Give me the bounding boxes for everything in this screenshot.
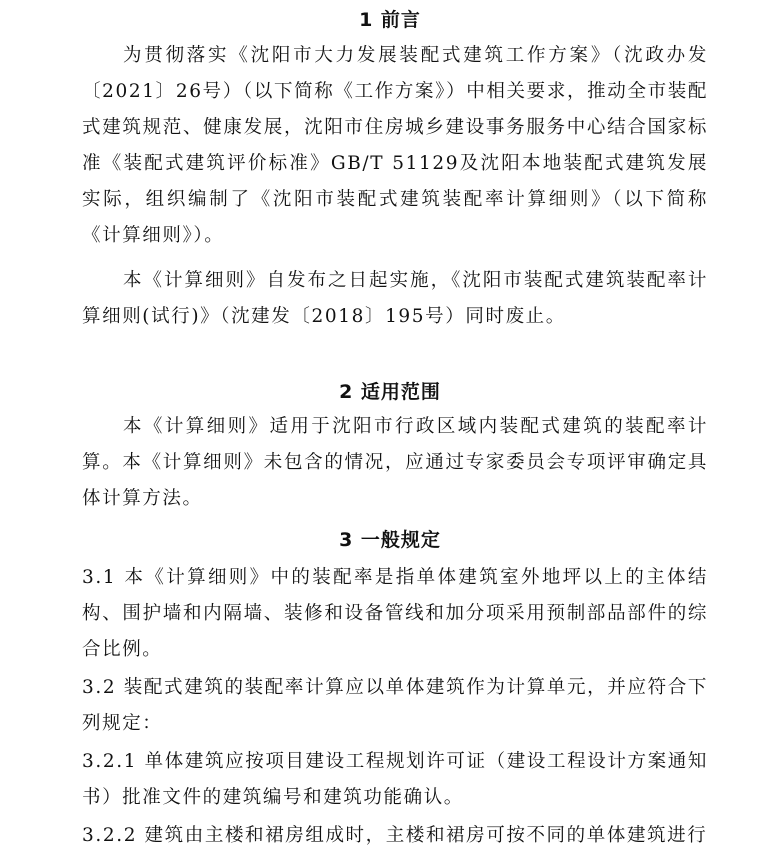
section-3-heading: 3 一般规定 (339, 529, 441, 551)
section-2-heading: 2 适用范围 (339, 381, 441, 403)
clause-3-2: 3.2 装配式建筑的装配率计算应以单体建筑作为计算单元，并应符合下列规定： (82, 677, 708, 734)
clause-3-1: 3.1 本《计算细则》中的装配率是指单体建筑室外地坪以上的主体结构、围护墙和内隔墙、装修和设备管线和加分项采用预制部品部件的综合比例。 (82, 567, 708, 660)
section-1-paragraph-2: 本《计算细则》自发布之日起实施，《沈阳市装配式建筑装配率计算细则(试行)》（沈建发〔2018〕195号）同时废止。 (82, 270, 708, 327)
section-2-paragraph-1: 本《计算细则》适用于沈阳市行政区域内装配式建筑的装配率计算。本《计算细则》未包含的情况，应通过专家委员会专项评审确定具体计算方法。 (82, 416, 708, 509)
clause-3-2-1: 3.2.1 单体建筑应按项目建设工程规划许可证（建设工程设计方案通知书）批准文件的建筑编号和建筑功能确认。 (82, 751, 708, 808)
clause-3-2-2: 3.2.2 建筑由主楼和裙房组成时，主楼和裙房可按不同的单体建筑进行 (82, 825, 708, 846)
section-1-paragraph-1: 为贯彻落实《沈阳市大力发展装配式建筑工作方案》（沈政办发〔2021〕26号）（以下简称《工作方案》）中相关要求，推动全市装配式建筑规范、健康发展，沈阳市住房城乡建设事务服务中心结合国家标准《装配式建筑评价标准》GB/T 51129及沈阳本地装配式建筑发展实际，组织编制了《沈阳市装配式建筑装配率计算细则》（以下简称《计算细则》）。 (82, 45, 708, 246)
section-1-heading: 1 前言 (359, 9, 421, 31)
